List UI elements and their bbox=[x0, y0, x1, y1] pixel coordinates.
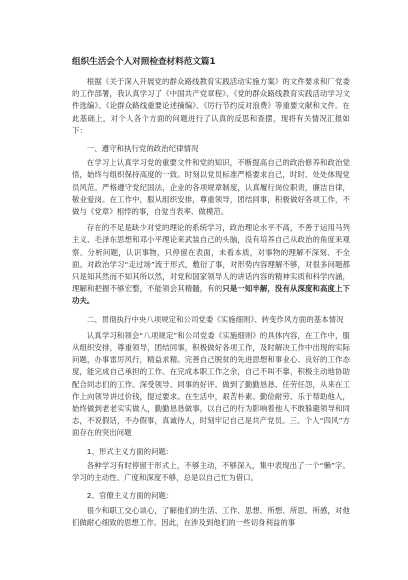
paragraph-3: 认真学习和领会“八项规定”和公司党委《实施细则》的具体内容，在工作中，服从组织安排，尊重领导，团结同事，积极做好各项工作，及时解决工作中出现的实际问题，办事雷厉风行，精益求精。完善自己脱贫的先进思想和事业心、良好的工作态度，能完成自己承担的工作。在完成本职工作之余，自己不叫不靠，积极主动地协助配合同志们的工作。深受领导、同事的好评。做到了勤勤恳恳、任劳任怨，从来在工作上向领导讲过价钱，提过要求。在生活中，艰苦朴素、勤俭耐劳、乐于帮助他人，始终做到老老实实做人，勤勤恳恳做事，以自己的行为影响着他人不敢躲避领导和同志，不说假话，不办假事，真诚待人，时刻牢记自己是共产党员。三、个人“四风”方面存在的突出问题 bbox=[72, 330, 350, 438]
subheading-formalism: 1、形式主义方面的问题： bbox=[86, 446, 174, 456]
paragraph-5: 很少和职工交心谈心，了解他们的生活、工作、思想、所想、所思、所感，对他们做耐心细致的思想工作。因此，在涉及到他们的一些切身利益的事 bbox=[72, 505, 350, 527]
paragraph-2-bold-text: 只是一知半解，没有从深度和高度上下功夫。 bbox=[72, 284, 350, 306]
section-heading-2: 二、贯彻执行中央八项规定和公司党委《实施细则》、转变作风方面的基本情况 bbox=[86, 314, 344, 324]
paragraph-2 bbox=[72, 222, 350, 307]
paragraph-2-text: 存在的不足是缺少对党的理论的系统学习，政治理论水平不高，不善于运用马列主义、毛泽东思想和邓小平理论来武装自己的头脑，没有培养自己从政治的角度来观察、分析问题，认识事物，只停留在表面，未看本质，对事物的理解不深刻、不全面。对政治学习“走过场”流于形式，敷衍了事，对形势内容理解不够，对很多问题都只是知其然而不知其所以然，对党和国家领导人的讲话内容的精神实质和科学内涵，理解和把握不够宏整，不能领会其精髓，有的 bbox=[72, 223, 350, 294]
subheading-bureaucratism: 2、官僚主义方面的问题： bbox=[86, 491, 174, 501]
document-title: 组织生活会个人对照检查材料范文篇1 bbox=[72, 57, 216, 67]
paragraph-4: 各种学习有时停留于形式上，不够主动，不够深入，集中表现出了一个“懒”字。学习的主动性、广度和深度不够，总是以自己忙为借口。 bbox=[72, 460, 350, 483]
paragraph-1: 在学习上认真学习党的重要文件和党的知识，不断提高自己的政治修养和政治觉悟，始终与组织保持高度的一致。时刻以党员标准严格要求自己，时时、处处体现党员风范。严格遵守党纪国法，企业的各项规章制度，认真履行岗位职责，廉洁自律，敬业爱岗。在工作中，服从组织安排，尊重领导，团结同事，积极做好各项工作，不做与《党章》相悖的事，自觉当表率、做模范。 bbox=[72, 158, 350, 217]
section-heading-1: 一、遵守和执行党的政治纪律情况 bbox=[86, 144, 199, 154]
intro-paragraph: 根据《关于深入开展党的群众路线教育实践活动实施方案》的文件要求和厂党委的工作部署，我认真学习了《中国共产党章程》、《党的群众路线教育实践活动学习文件选编》、《论群众路线重要论述摘编》、《厉行节约反对浪费》等重要文献和文件。在此基础上，对个人各个方面的问题进行了认真的反思和查摆，现将有关情况汇报如下： bbox=[72, 77, 350, 135]
